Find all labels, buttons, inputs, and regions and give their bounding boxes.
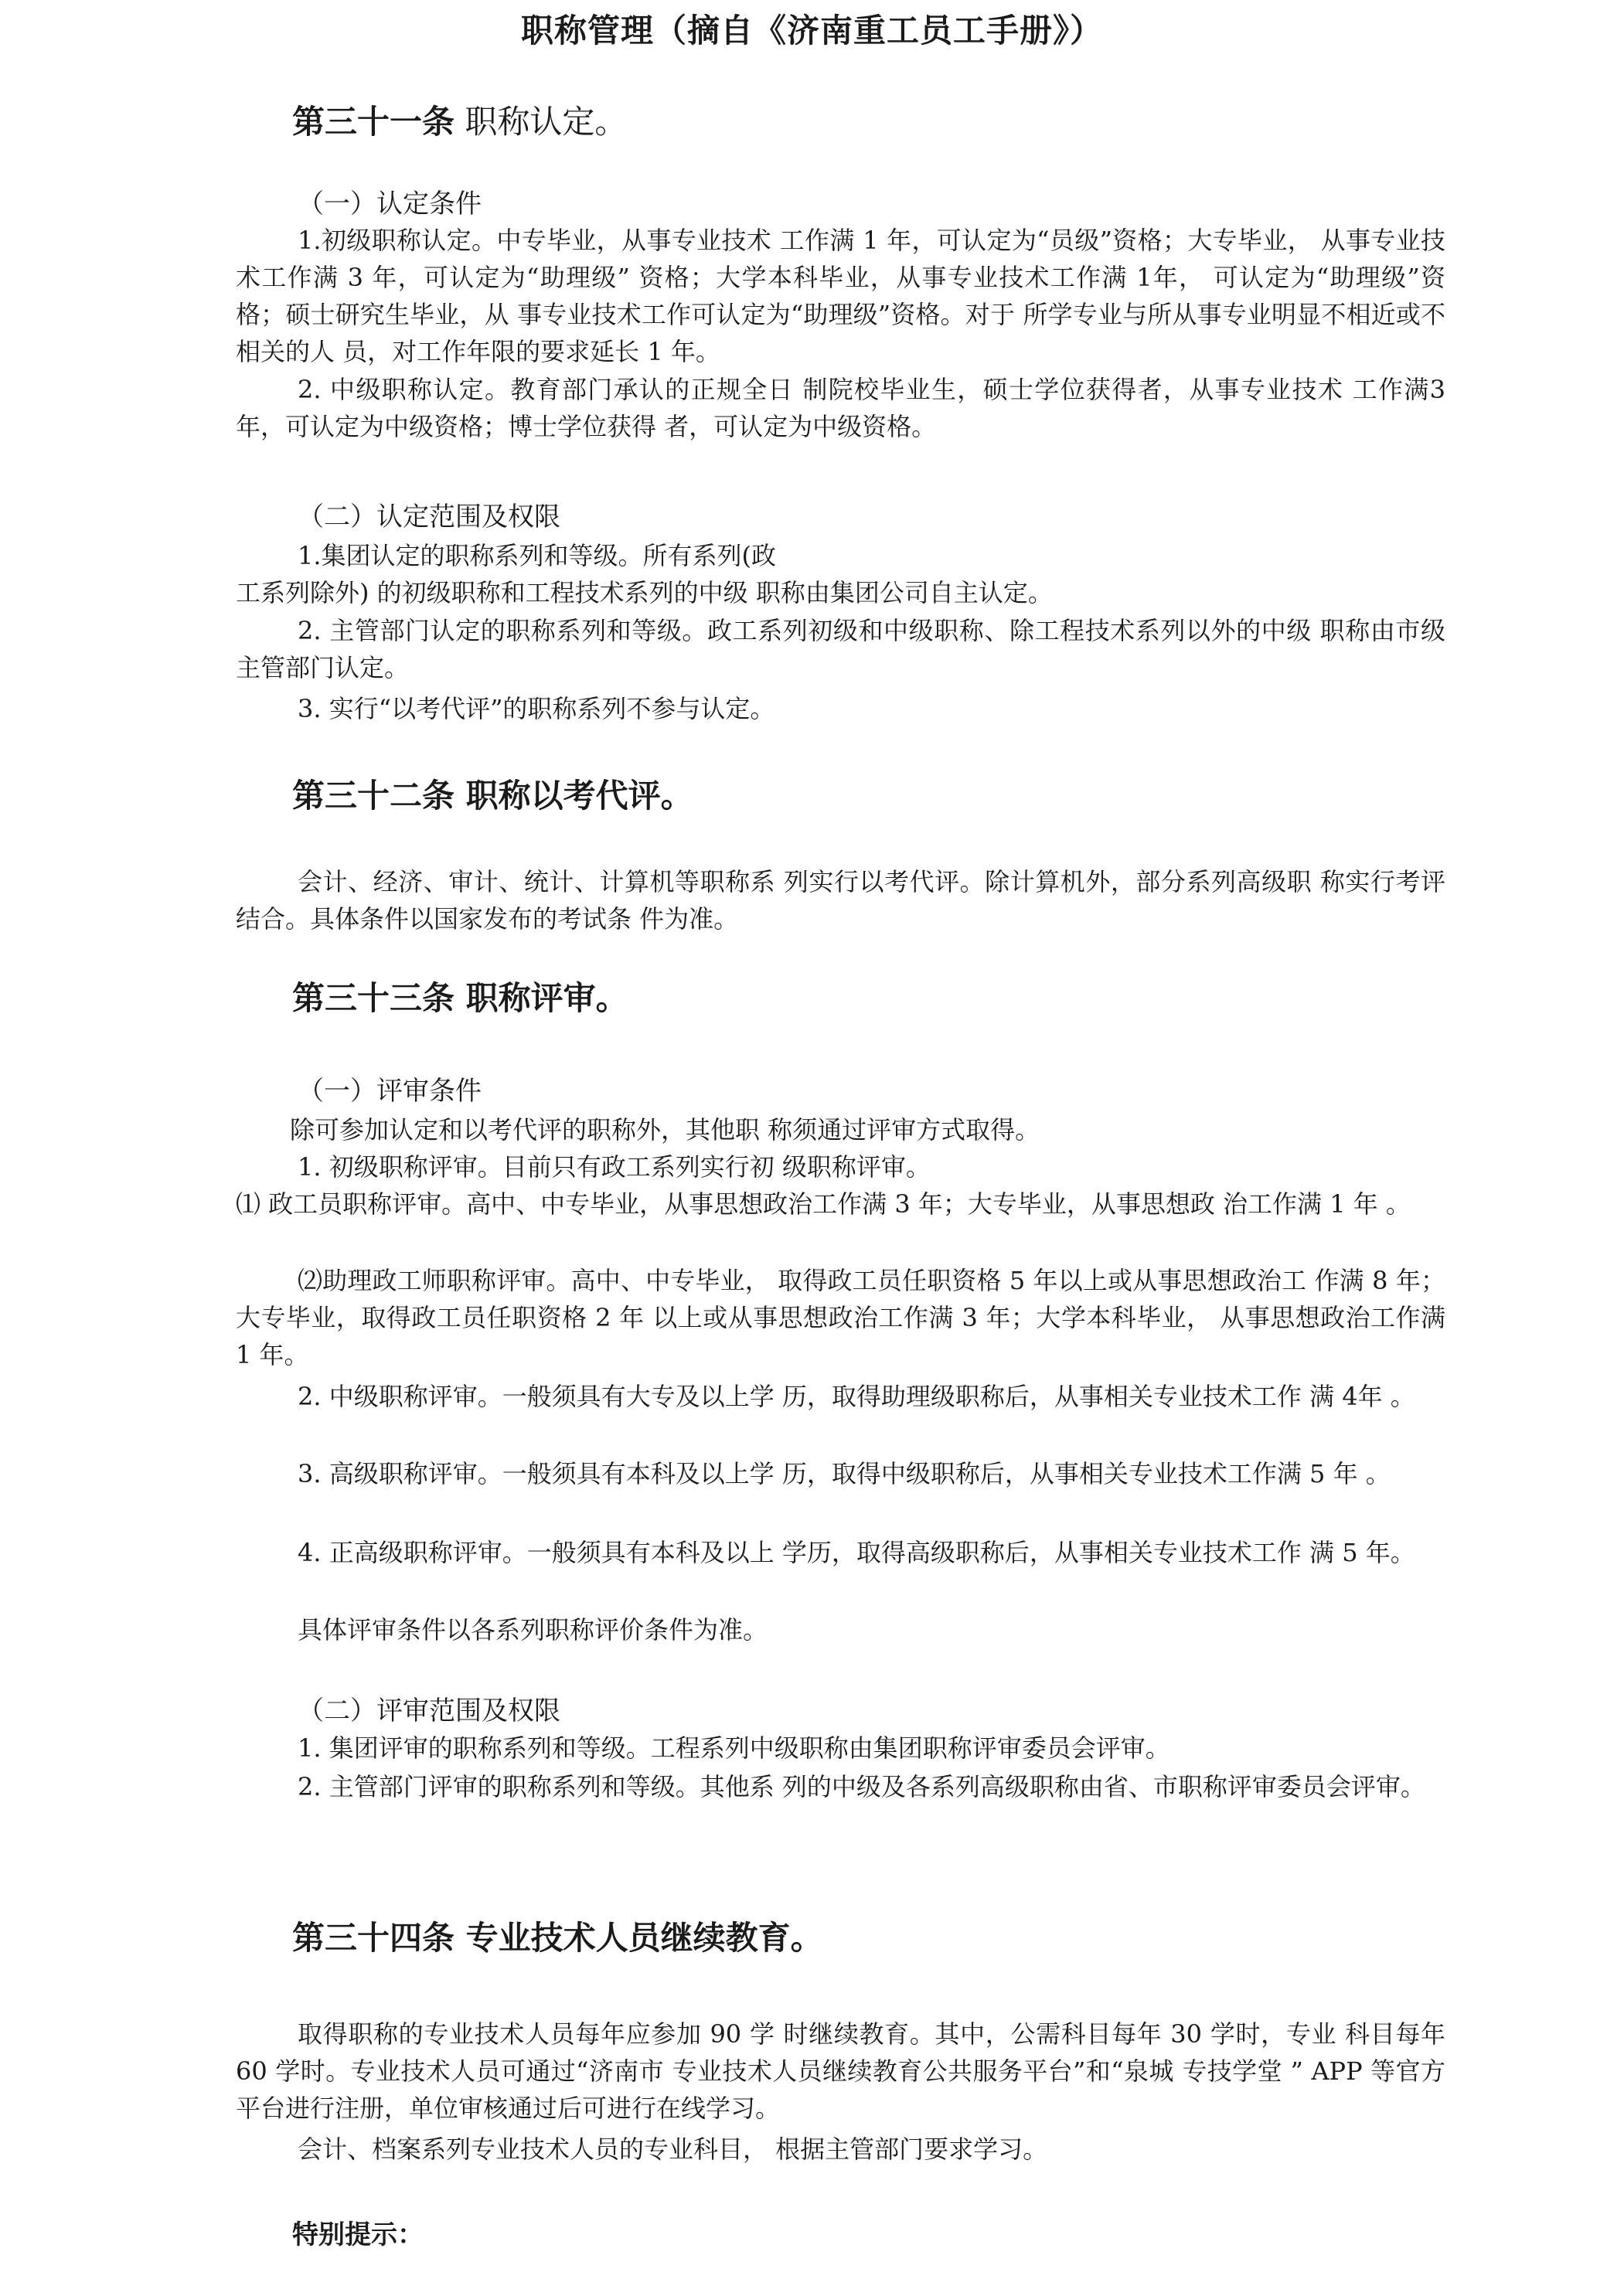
article-33-section-2-label: （二）评审范围及权限 (298, 1696, 560, 1726)
article-34-para-2: 会计、档案系列专业技术人员的专业科目， 根据主管部门要求学习。 (298, 2134, 1048, 2164)
article-34-number: 第三十四条 (292, 1919, 455, 1957)
article-31-name: 职称认定。 (455, 103, 628, 141)
article-33-section-1-para-4: 4. 正高级职称评审。一般须具有本科及以上 学历，取得高级职称后，从事相关专业技术工作 满 5 年。 (298, 1538, 1415, 1567)
article-34-para-1: 取得职称的专业技术人员每年应参加 90 学 时继续教育。其中，公需科目每年 30 学时，专业 科目每年60 学时。专业技术人员可通过“济南市 专业技术人员继续教育公共服务平台”和“泉城 专技学堂 ” APP 等官方平台进行注册，单位审核通过后可进行在线学习。 (236, 2019, 1445, 2123)
article-32-heading (292, 773, 693, 819)
article-34-name: 专业技术人员继续教育。 (455, 1919, 823, 1957)
article-33-name: 职称评审。 (455, 979, 628, 1017)
article-33-section-2-para-2: 2. 主管部门评审的职称系列和等级。其他系 列的中级及各系列高级职称由省、市职称评审委员会评审。 (298, 1772, 1425, 1801)
article-33-section-1-intro: 除可参加认定和以考代评的职称外，其他职 称须通过评审方式取得。 (290, 1115, 1040, 1145)
special-note-label: 特别提示： (292, 2219, 424, 2250)
article-33-section-1-para-1a: ⑴ 政工员职称评审。高中、中专毕业，从事思想政治工作满 3 年；大专毕业，从事思想政 治工作满 1 年 。 (236, 1189, 1411, 1219)
article-32-name: 职称以考代评。 (455, 777, 693, 815)
article-31-section-2-para-1a: 1.集团认定的职称系列和等级。所有系列(政 (298, 541, 777, 570)
article-33-section-1-para-1: 1. 初级职称评审。目前只有政工系列实行初 级职称评审。 (298, 1152, 931, 1182)
article-31-section-1-para-1: 1.初级职称认定。中专毕业，从事专业技术 工作满 1 年，可认定为“员级”资格；大专毕业， 从事专业技术工作满 3 年，可认定为“助理级” 资格；大学本科毕业，从事专业技术工作满 1年， 可认定为“助理级”资格；硕士研究生毕业，从 事专业技术工作可认定为“助理级”资格。对于 所学专业与所从事专业明显不相近或不相关的人 员，对工作年限的要求延长 1 年。 (236, 226, 1445, 366)
article-33-section-1-label: （一）评审条件 (298, 1076, 482, 1107)
article-33-section-1-para-5: 具体评审条件以各系列职称评价条件为准。 (298, 1615, 768, 1645)
article-33-section-1-para-3: 3. 高级职称评审。一般须具有本科及以上学 历，取得中级职称后，从事相关专业技术工作满 5 年 。 (298, 1459, 1391, 1488)
article-31-section-2-para-2: 2. 主管部门认定的职称系列和等级。政工系列初级和中级职称、除工程技术系列以外的中级 职称由市级主管部门认定。 (236, 616, 1445, 682)
article-31-section-2-label: （二）认定范围及权限 (298, 502, 560, 532)
article-31-heading (292, 99, 627, 145)
article-32-number: 第三十二条 (292, 777, 455, 815)
article-32-para-1: 会计、经济、审计、统计、计算机等职称系 列实行以考代评。除计算机外，部分系列高级职 称实行考评结合。具体条件以国家发布的考试条 件为准。 (236, 867, 1445, 934)
article-33-heading (292, 975, 628, 1022)
article-33-number: 第三十三条 (292, 979, 455, 1017)
article-31-section-1-para-2: 2. 中级职称认定。教育部门承认的正规全日 制院校毕业生，硕士学位获得者，从事专业技术 工作满3年，可认定为中级资格；博士学位获得 者，可认定为中级资格。 (236, 375, 1445, 441)
document-title: 职称管理（摘自《济南重工员工手册》） (520, 12, 1103, 49)
article-34-heading (292, 1915, 823, 1961)
article-33-section-1-para-2: 2. 中级职称评审。一般须具有大专及以上学 历，取得助理级职称后，从事相关专业技术工作 满 4年 。 (298, 1382, 1415, 1411)
article-31-section-2-para-1b: 工系列除外) 的初级职称和工程技术系列的中级 职称由集团公司自主认定。 (236, 578, 1053, 607)
article-33-section-2-para-1: 1. 集团评审的职称系列和等级。工程系列中级职称由集团职称评审委员会评审。 (298, 1733, 1170, 1763)
article-31-number: 第三十一条 (292, 103, 455, 141)
article-33-section-1-para-1b: ⑵助理政工师职称评审。高中、中专毕业， 取得政工员任职资格 5 年以上或从事思想政治工 作满 8 年；大专毕业，取得政工员任职资格 2 年 以上或从事思想政治工作满 3 年；大学本科毕业， 从事思想政治工作满 1 年。 (236, 1266, 1445, 1369)
article-31-section-1-label: （一）认定条件 (298, 189, 482, 219)
article-31-section-2-para-3: 3. 实行“以考代评”的职称系列不参与认定。 (298, 694, 775, 723)
